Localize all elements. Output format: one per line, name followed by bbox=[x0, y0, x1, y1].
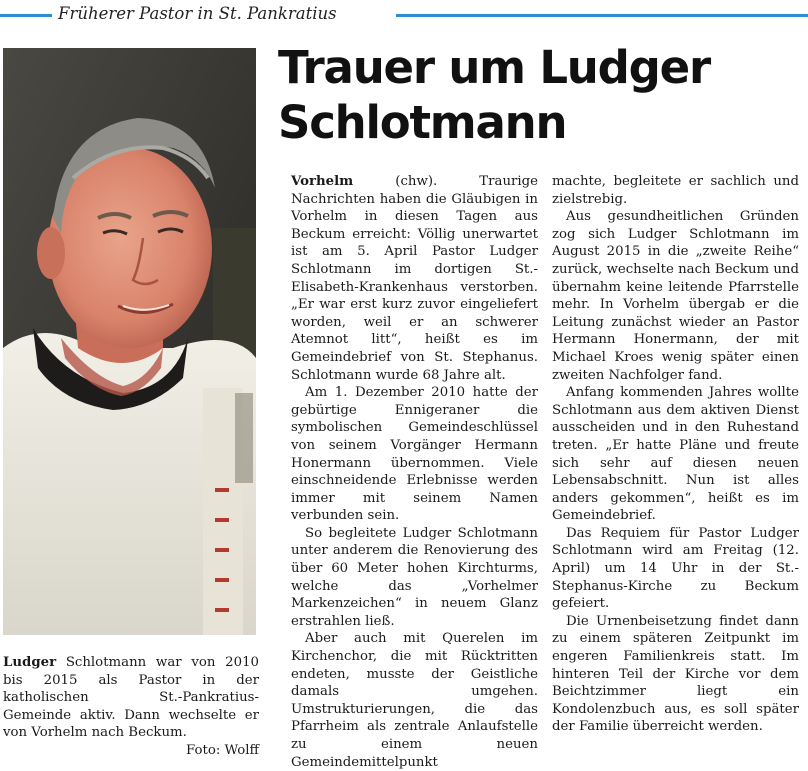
paragraph-text: (chw). Traurige Nachrichten haben die Gläubigen in Vorhelm in diesen Tagen aus Beckum erreicht: Völlig unerwartet ist am 5. April Pastor Ludger Schlotmann im dortigen St.-Elisabeth-Krankenhaus verstorben. „Er war erst kurz zuvor eingeliefert worden, weil er an schwerer Atemnot litt“, heißt es im Gemeindebrief von St. Stephanus. Schlotmann wurde 68 Jahre alt. bbox=[291, 174, 538, 383]
article-paragraph: Aber auch mit Querelen im Kirchenchor, die mit Rücktritten endeten, musste der Geistliche damals umgehen. Umstrukturierungen, die das Pfarrheim als zentrale Anlaufstelle zu einem neuen Gemeindemittelpunkt bbox=[291, 631, 538, 770]
article-paragraph: Die Urnenbeisetzung findet dann zu einem späteren Zeitpunkt im engeren Familienkreis statt. Im hinteren Teil der Kirche vor dem Beichtzimmer liegt ein Kondolenzbuch aus, es soll später der Familie überreicht werden. bbox=[552, 613, 799, 735]
article-paragraph: So begleitete Ludger Schlotmann unter anderem die Renovierung des über 60 Meter hohen Kirchturms, welche das „Vorhelmer Markenzeichen“ in neuem Glanz erstrahlen ließ. bbox=[291, 525, 538, 629]
photo-credit: Foto: Wolff bbox=[185, 742, 259, 758]
article-paragraph: Am 1. Dezember 2010 hatte der gebürtige Ennigeraner die symbolischen Gemeindeschlüssel von seinem Vorgänger Hermann Honermann übernommen. Viele einschneidende Erlebnisse werden immer mit seinem Namen verbunden sein. bbox=[291, 385, 538, 524]
headline-line-1: Trauer um Ludger bbox=[278, 41, 710, 94]
article-paragraph: machte, begleitete er sachlich und zielstrebig. bbox=[552, 174, 799, 207]
caption-text: Schlotmann war von 2010 bis 2015 als Pastor in der katholischen St.-Pankratius-Gemeinde aktiv. Dann wechselte er von Vorhelm nach Beckum. bbox=[3, 655, 259, 741]
headline bbox=[278, 40, 798, 150]
article-column-2 bbox=[552, 173, 799, 736]
article-paragraph: Anfang kommenden Jahres wollte Schlotmann aus dem aktiven Dienst ausscheiden und in den Ruhestand treten. „Er hatte Pläne und freute sich sehr auf diesen neuen Lebensabschnitt. Nun ist alles anders gekommen“, heißt es im Gemeindebrief. bbox=[552, 385, 799, 524]
article-paragraph: Aus gesundheitlichen Gründen zog sich Ludger Schlotmann im August 2015 in die „zweite Reihe“ zurück, wechselte nach Beckum und übernahm keine leitende Pfarrstelle mehr. In Vorhelm übergab er die Leitung zunächst wieder an Pastor Hermann Honermann, der mit Michael Kroes wenig später einen zweiten Nachfolger fand. bbox=[552, 209, 800, 383]
portrait-illustration bbox=[3, 48, 256, 635]
headline-line-2: Schlotmann bbox=[278, 96, 567, 149]
kicker-row bbox=[0, 3, 808, 27]
caption-name: Ludger bbox=[3, 655, 57, 670]
portrait-photo bbox=[3, 48, 256, 635]
dateline: Vorhelm bbox=[291, 174, 354, 189]
photo-caption bbox=[3, 654, 259, 760]
kicker: Früherer Pastor in St. Pankratius bbox=[58, 4, 337, 23]
article-paragraph: Das Requiem für Pastor Ludger Schlotmann wird am Freitag (12. April) um 14 Uhr in der St.-Stephanus-Kirche zu Beckum gefeiert. bbox=[552, 525, 799, 612]
kicker-rule-left bbox=[0, 14, 52, 17]
kicker-rule-right bbox=[396, 14, 808, 17]
article-paragraph bbox=[291, 173, 538, 384]
article-column-1 bbox=[291, 173, 538, 771]
